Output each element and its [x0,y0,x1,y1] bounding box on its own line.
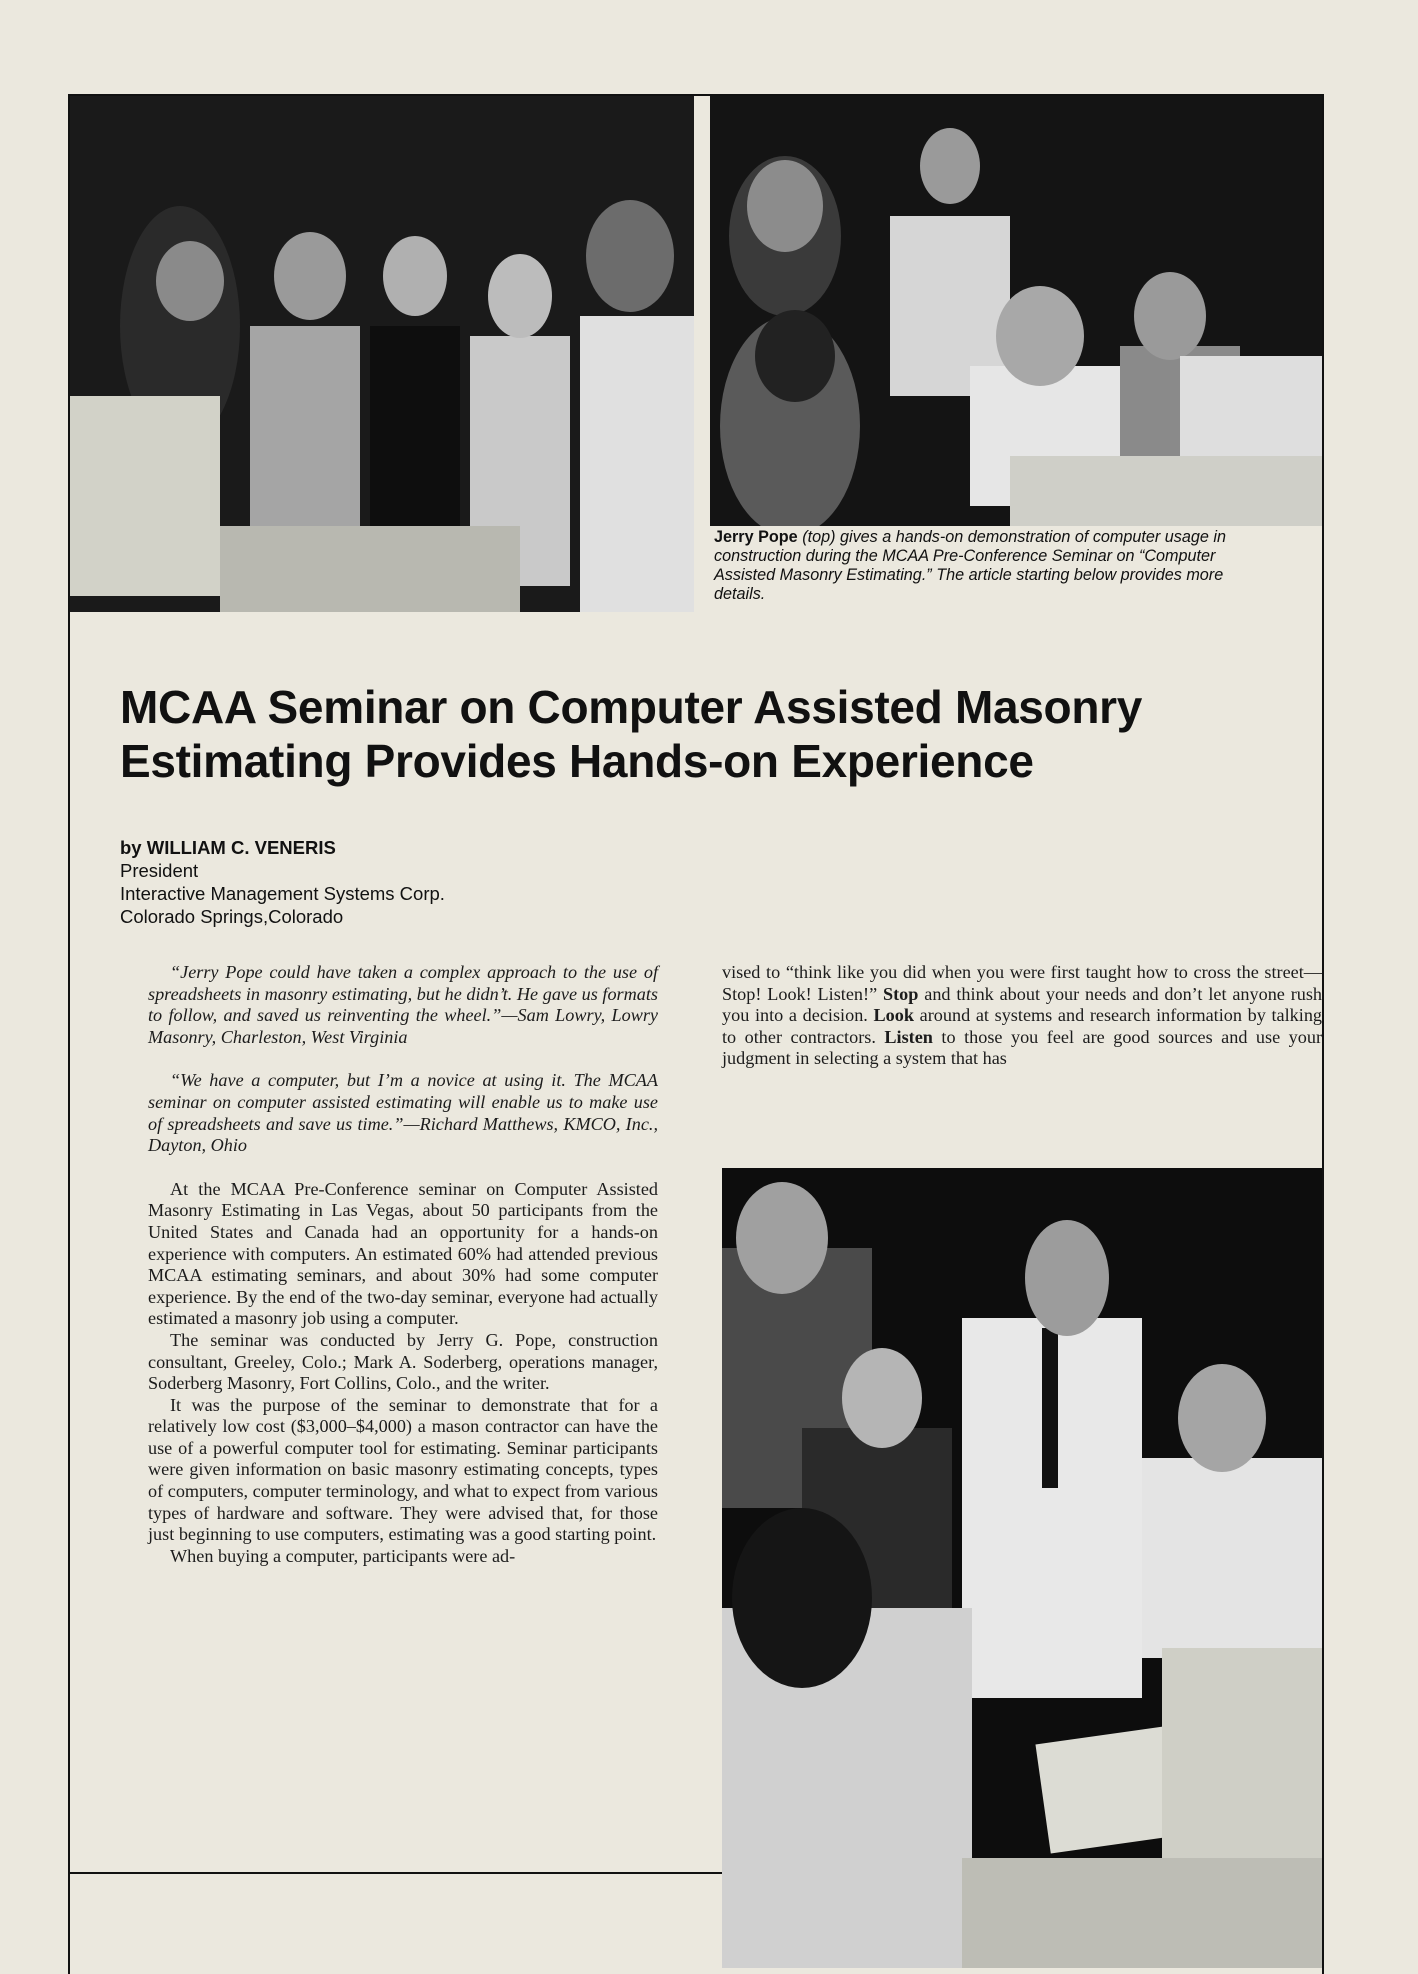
byline-company: Interactive Management Systems Corp. [120,883,445,904]
article-paragraph-right [722,962,1322,1070]
jerry-pope-demo-photo [710,96,1322,526]
byline [120,836,720,928]
look-text: around at systems and research information by talking to other contractors. [722,1005,1323,1047]
stop-word: Stop [883,983,919,1004]
right-start-text: vised to “think like you did when you were first taught how to cross the street—Stop! Look! Listen!” [722,962,1322,1004]
byline-title: President [120,860,199,881]
article-column-left [148,962,658,1567]
photo-gutter [694,96,710,612]
frame-bottom-rule [68,1872,722,1874]
article-headline [120,680,1290,788]
listen-text: to those you feel are good sources and use your judgment in selecting a system that has [722,1026,1323,1069]
caption-text: (top) gives a hands-on demonstration of computer usage in construction during the MCAA Pre-Conference Seminar on “Computer Assisted Masonry Estimating.” The article starting below provides more details. [714,528,1227,603]
byline-location: Colorado Springs,Colorado [120,906,344,927]
article-paragraph-2: The seminar was conducted by Jerry G. Pope, construction consultant, Greeley, Colo.; Mark A. Soderberg, operations manager, Soderberg Masonry, Fort Collins, Colo., and the writer. [148,1329,658,1394]
article-paragraph-1: At the MCAA Pre-Conference seminar on Computer Assisted Masonry Estimating in Las Vegas, about 50 participants from the United States and Canada had an opportunity for a hands-on experience with computers. An estimated 60% had attended previous MCAA estimating seminars, and about 30% had some computer experience. By the end of the two-day seminar, everyone had actually estimated a masonry job using a computer. [148,1178,658,1329]
caption-name: Jerry Pope [714,528,798,546]
article-paragraph-3: It was the purpose of the seminar to demonstrate that for a relatively low cost ($3,000–$4,000) a mason contractor can have the use of a powerful computer tool for estimating. Seminar participants were given information on basic masonry estimating concepts, types of computers, computer terminology, and what to expect from various types of hardware and software. They were advised that, for those just beginning to use computers, estimating was a good starting point. [148,1394,658,1545]
listen-word: Listen [884,1026,933,1047]
testimonial-quote-2: “We have a computer, but I’m a novice at using it. The MCAA seminar on computer assisted estimating will enable us to make use of spreadsheets and save us time.”—Richard Matthews, KMCO, Inc., Dayton, Ohio [148,1070,658,1156]
article-paragraph-4: When buying a computer, participants were ad- [170,1545,516,1566]
keyboard-demo-photo [722,1168,1322,1968]
seminar-photo-group [70,96,694,612]
testimonial-quote-1: “Jerry Pope could have taken a complex approach to the use of spreadsheets in masonry estimating, but he didn’t. He gave us formats to follow, and saved us reinventing the wheel.”—Sam Lowry, Lowry Masonry, Charleston, West Virginia [148,962,658,1047]
photo-caption [714,528,1274,604]
look-word: Look [873,1005,914,1026]
byline-author: by WILLIAM C. VENERIS [120,837,336,858]
headline-line-1: MCAA Seminar on Computer Assisted Masonry [120,681,1143,733]
stop-text: and think about your needs and don’t let anyone rush you into a decision. [722,983,1323,1026]
headline-line-2: Estimating Provides Hands-on Experience [120,735,1034,787]
article-column-right [722,962,1322,1070]
